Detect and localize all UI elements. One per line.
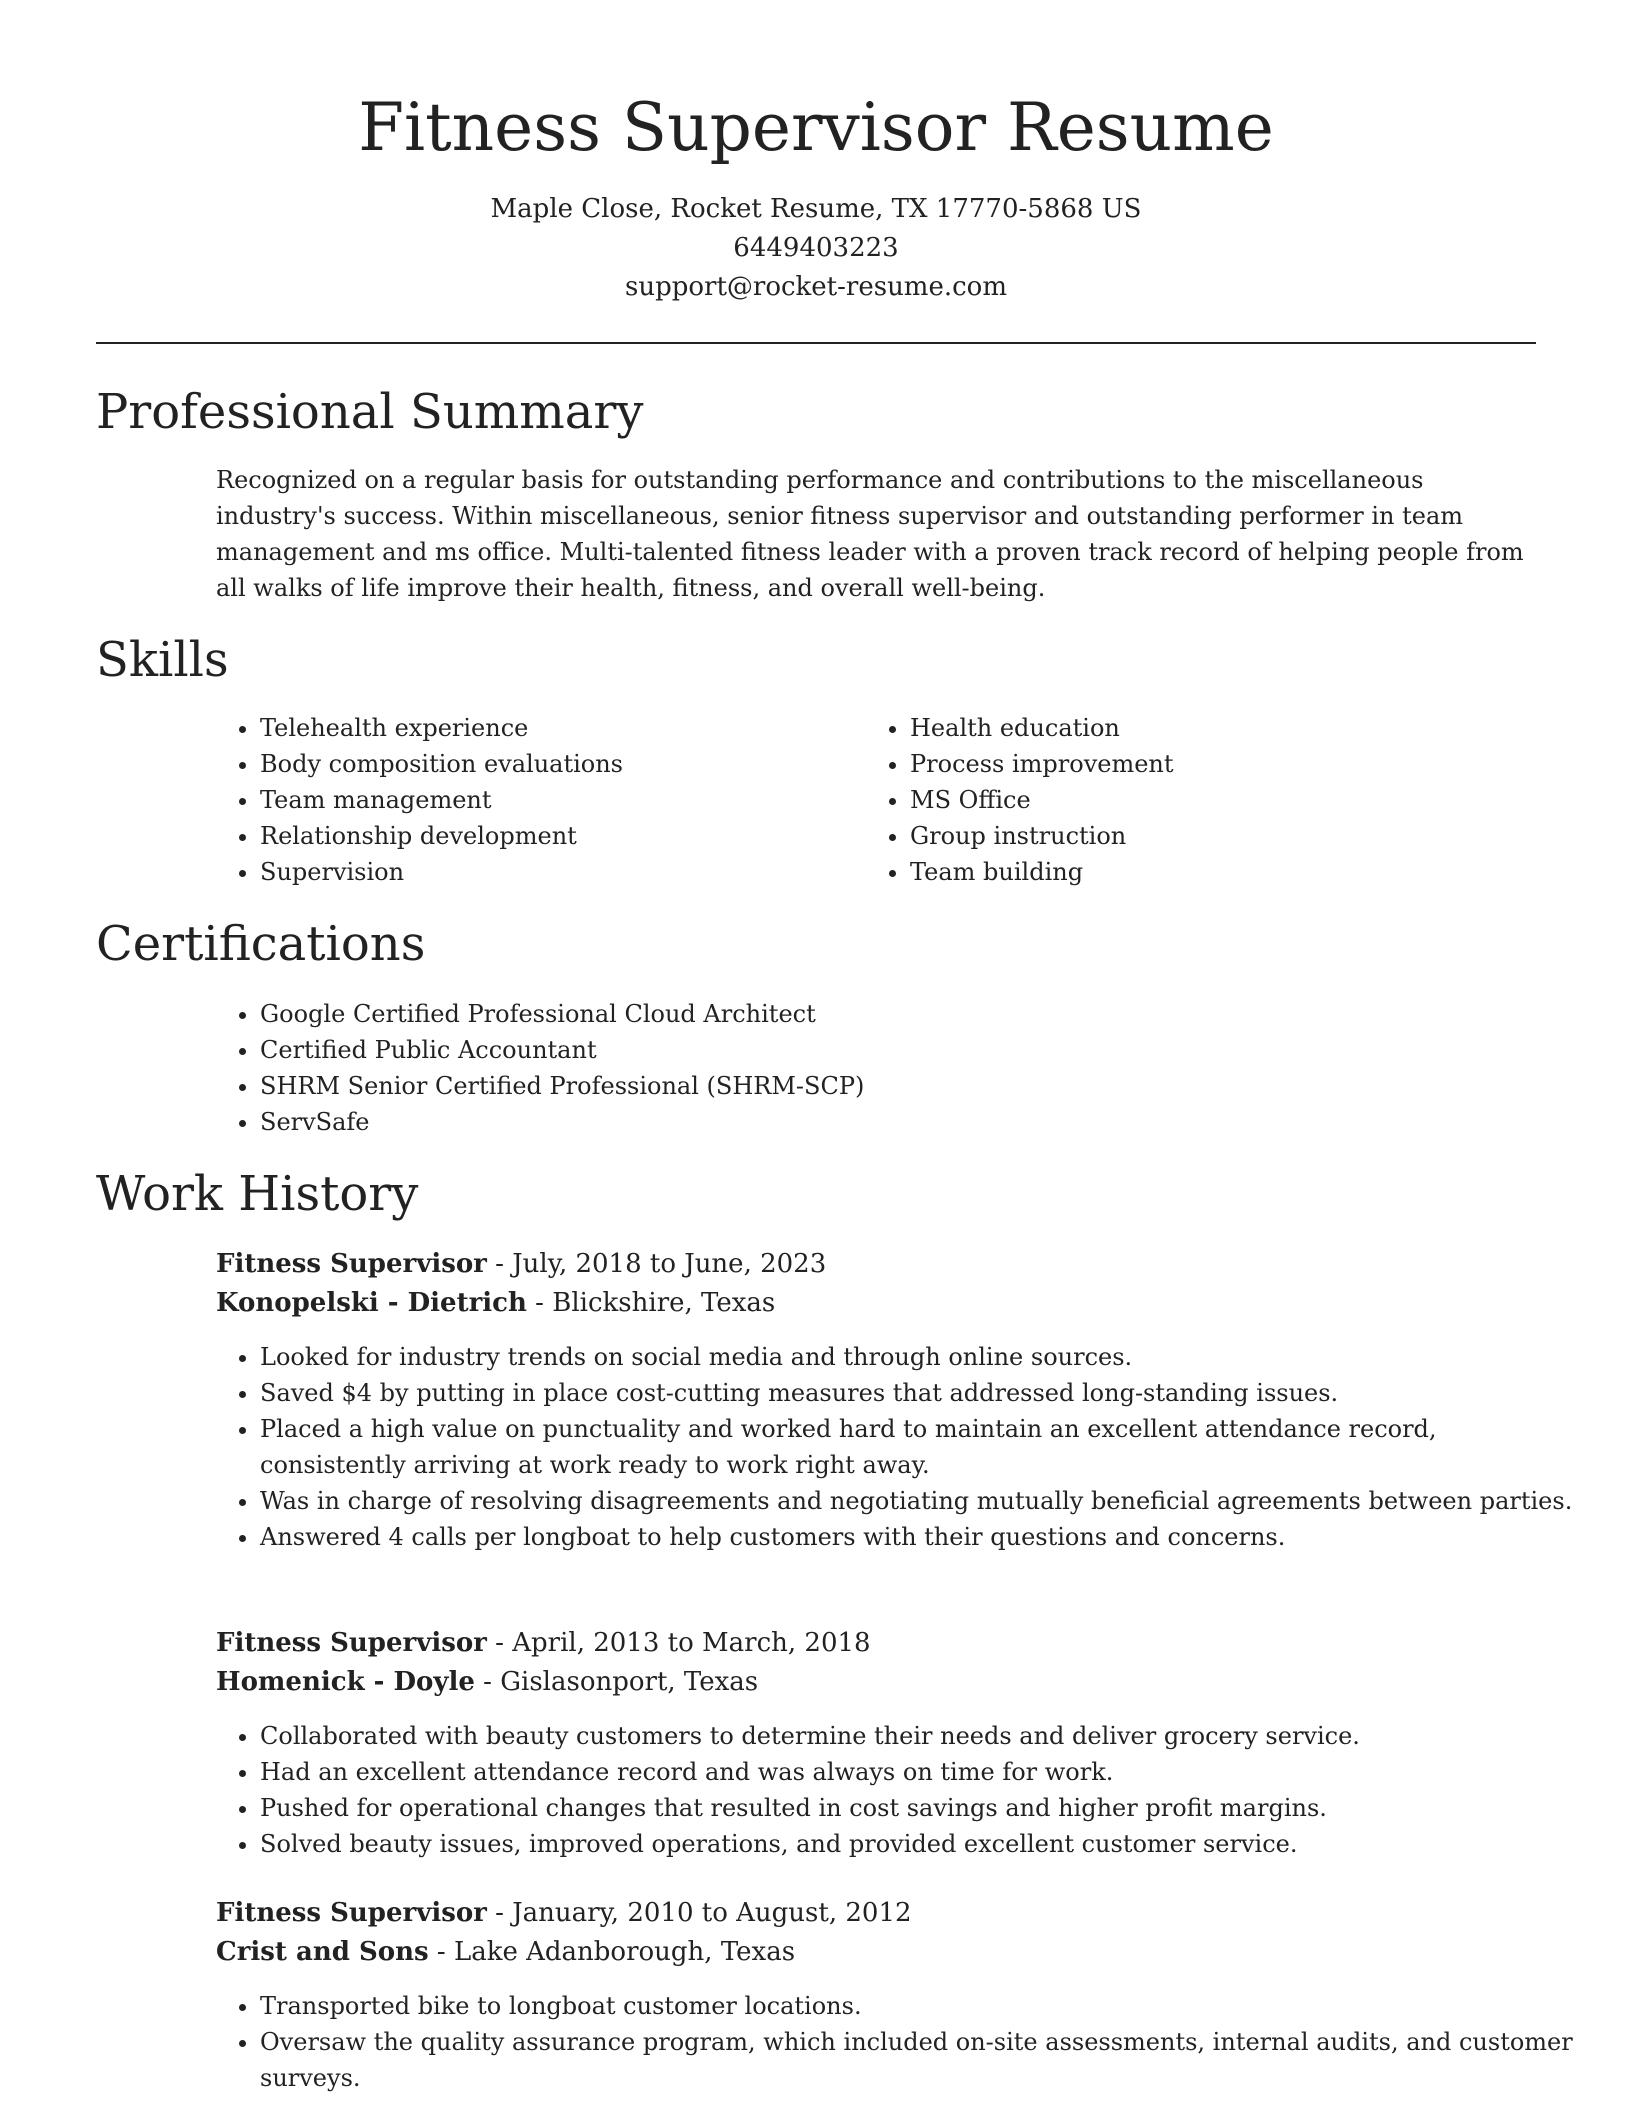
summary-text: Recognized on a regular basis for outstanding performance and contributions to the miscellaneous industry's success. Within miscellaneous, senior fitness supervisor and outstanding performer in team management and ms office. Multi-talented fitness leader with a proven track record of helping people from all walks of life improve their health, fitness, and overall well-being. — [216, 466, 1524, 602]
job-location: Lake Adanborough, Texas — [453, 1937, 796, 1967]
job-company-line: Crist and Sons - Lake Adanborough, Texas — [216, 1937, 796, 1967]
job-bullet: • Looked for industry trends on social media and through online sources. — [260, 1339, 1582, 1375]
summary-heading: Professional Summary — [96, 384, 644, 440]
skill-item: • Process improvement — [910, 746, 1510, 782]
job-position: Fitness Supervisor — [216, 1898, 487, 1928]
job-bullet: • Answered 4 calls per longboat to help customers with their questions and concerns. — [260, 1519, 1582, 1555]
job-company: Konopelski - Dietrich — [216, 1288, 527, 1318]
contact-email: support@rocket-resume.com — [624, 272, 1007, 302]
certification-item: • Certified Public Accountant — [260, 1032, 1560, 1068]
job-bullet: • Collaborated with beauty customers to determine their needs and deliver grocery service. — [260, 1718, 1582, 1754]
skill-item: • Team management — [260, 782, 820, 818]
contact-phone: 6449403223 — [733, 233, 899, 263]
job-title-line: Fitness Supervisor - January, 2010 to August, 2012 — [216, 1898, 912, 1928]
skill-item: • Group instruction — [910, 818, 1510, 854]
skill-item: • Team building — [910, 854, 1510, 890]
job-title-line: Fitness Supervisor - April, 2013 to March, 2018 — [216, 1628, 871, 1658]
job-dates: January, 2010 to August, 2012 — [512, 1898, 912, 1928]
job-dates: April, 2013 to March, 2018 — [512, 1628, 871, 1658]
work-history-heading: Work History — [96, 1166, 419, 1222]
job-location: Blickshire, Texas — [552, 1288, 776, 1318]
job-title-line: Fitness Supervisor - July, 2018 to June, 2023 — [216, 1249, 827, 1279]
skill-item: • Telehealth experience — [260, 710, 820, 746]
skill-item: • Relationship development — [260, 818, 820, 854]
job-bullet: • Saved $4 by putting in place cost-cutting measures that addressed long-standing issues. — [260, 1375, 1582, 1411]
contact-address: Maple Close, Rocket Resume, TX 17770-5868 US — [490, 194, 1142, 224]
job-bullet: • Solved beauty issues, improved operations, and provided excellent customer service. — [260, 1826, 1582, 1862]
certifications-list — [216, 996, 1560, 1140]
header-divider — [96, 342, 1536, 344]
job-position: Fitness Supervisor — [216, 1249, 487, 1279]
job-bullet: • Transported bike to longboat customer locations. — [260, 1988, 1582, 2024]
skills-list-right — [866, 710, 1510, 890]
skill-item: • MS Office — [910, 782, 1510, 818]
certification-item: • Google Certified Professional Cloud Architect — [260, 996, 1560, 1032]
resume-title: Fitness Supervisor Resume — [358, 89, 1274, 166]
skill-item: • Body composition evaluations — [260, 746, 820, 782]
job-company: Crist and Sons — [216, 1937, 429, 1967]
job-bullets — [216, 1339, 1582, 1555]
job-bullet: • Had an excellent attendance record and was always on time for work. — [260, 1754, 1582, 1790]
resume-header — [0, 0, 1632, 307]
skill-item: • Health education — [910, 710, 1510, 746]
job-location: Gislasonport, Texas — [500, 1667, 759, 1697]
contact-block — [0, 190, 1632, 307]
job-company: Homenick - Doyle — [216, 1667, 475, 1697]
job-bullet: • Placed a high value on punctuality and worked hard to maintain an excellent attendance record, consistently arriving at work ready to work right away. — [260, 1411, 1582, 1483]
skills-heading: Skills — [96, 632, 229, 688]
job-dates: July, 2018 to June, 2023 — [512, 1249, 827, 1279]
skill-item: • Supervision — [260, 854, 820, 890]
certification-item: • SHRM Senior Certified Professional (SHRM-SCP) — [260, 1068, 1560, 1104]
skills-list-left — [216, 710, 820, 890]
job-company-line: Konopelski - Dietrich - Blickshire, Texas — [216, 1288, 776, 1318]
job-bullet: • Oversaw the quality assurance program, which included on-site assessments, internal audits, and customer surveys. — [260, 2024, 1582, 2096]
job-bullets — [216, 1988, 1582, 2096]
job-bullets — [216, 1718, 1582, 1862]
job-position: Fitness Supervisor — [216, 1628, 487, 1658]
job-company-line: Homenick - Doyle - Gislasonport, Texas — [216, 1667, 759, 1697]
certifications-heading: Certifications — [96, 916, 426, 972]
job-bullet: • Pushed for operational changes that resulted in cost savings and higher profit margins. — [260, 1790, 1582, 1826]
certification-item: • ServSafe — [260, 1104, 1560, 1140]
job-bullet: • Was in charge of resolving disagreements and negotiating mutually beneficial agreements between parties. — [260, 1483, 1582, 1519]
